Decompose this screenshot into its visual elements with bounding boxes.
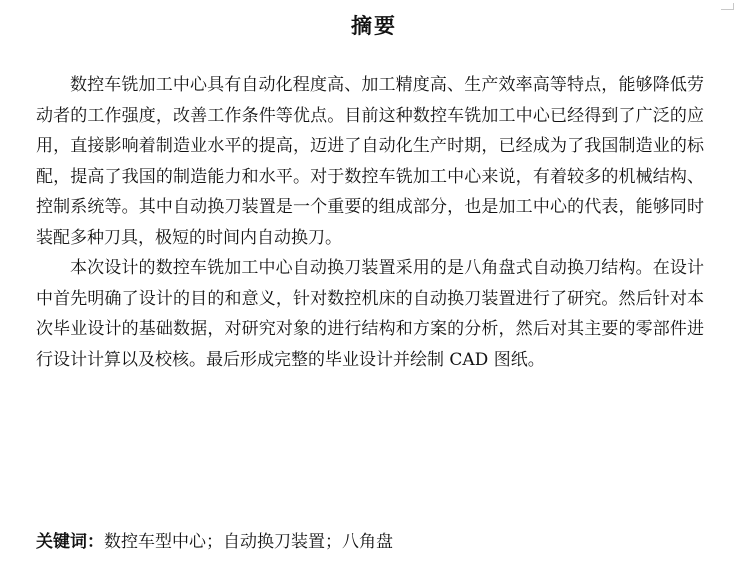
keywords-text: 数控车型中心；自动换刀装置；八角盘	[104, 532, 393, 552]
abstract-title: 摘要	[351, 13, 397, 38]
page-corner-mark	[721, 3, 734, 10]
abstract-paragraph-1: 数控车铣加工中心具有自动化程度高、加工精度高、生产效率高等特点，能够降低劳动者的工作强度，改善工作条件等优点。目前这种数控车铣加工中心已经得到了广泛的应用，直接影响着制造业水平的提高，迈进了自动化生产时期，已经成为了我国制造业的标配，提高了我国的制造能力和水平。对于数控车铣加工中心来说，有着较多的机械结构、控制系统等。其中自动换刀装置是一个重要的组成部分，也是加工中心的代表，能够同时装配多种刀具，极短的时间内自动换刀。	[36, 75, 704, 248]
abstract-paragraph-2: 本次设计的数控车铣加工中心自动换刀装置采用的是八角盘式自动换刀结构。在设计中首先明确了设计的目的和意义，针对数控机床的自动换刀装置进行了研究。然后针对本次毕业设计的基础数据，对研究对象的进行结构和方案的分析，然后对其主要的零部件进行设计计算以及校核。最后形成完整的毕业设计并绘制 CAD 图纸。	[36, 258, 704, 370]
abstract-body	[36, 70, 704, 375]
keywords-line	[36, 528, 704, 556]
keywords-label: 关键词：	[36, 532, 104, 552]
